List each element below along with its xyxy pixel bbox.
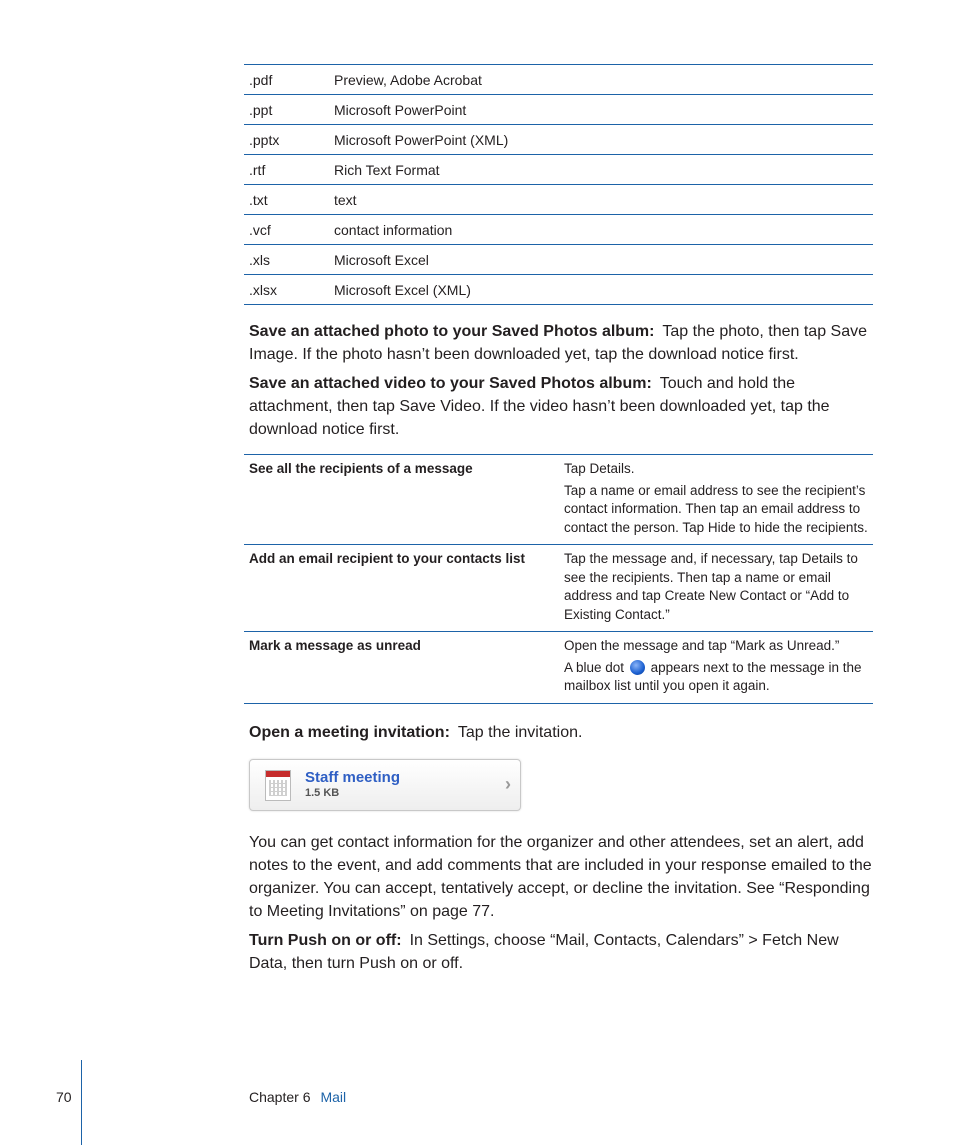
contact-info-paragraph: You can get contact information for the organizer and other attendees, set an alert, add notes to the event, and add comments that are included in your response emailed to the organizer. You can accept, tentatively accept, or decline the invitation. See “Responding to Meeting Invitations” on page 77. xyxy=(249,833,872,920)
file-extension: .rtf xyxy=(244,155,329,185)
file-extension: .ppt xyxy=(244,95,329,125)
instruction-text xyxy=(564,659,873,696)
task-name: Mark a message as unread xyxy=(244,632,559,704)
table-row xyxy=(244,455,873,545)
blue-dot-icon xyxy=(630,660,645,675)
save-photo-text: Tap the photo, then tap Save Image. If the photo hasn’t been downloaded yet, tap the download notice first. xyxy=(249,323,868,363)
chapter-name: Mail xyxy=(320,1089,347,1105)
save-video-lead: Save an attached video to your Saved Photos album: xyxy=(249,375,652,392)
file-application: Microsoft Excel xyxy=(329,245,873,275)
file-types-table xyxy=(244,64,873,305)
file-application: Preview, Adobe Acrobat xyxy=(329,65,873,95)
task-instructions xyxy=(559,632,873,704)
file-extension: .xlsx xyxy=(244,275,329,305)
table-row xyxy=(244,95,873,125)
calendar-icon xyxy=(265,770,291,801)
table-row xyxy=(244,65,873,95)
page-content xyxy=(244,64,873,975)
file-extension: .pptx xyxy=(244,125,329,155)
table-row xyxy=(244,155,873,185)
task-instructions xyxy=(559,455,873,545)
table-row xyxy=(244,275,873,305)
instruction-text-part: appears next to the message in the mailbox list until you open it again. xyxy=(564,659,862,693)
file-extension: .txt xyxy=(244,185,329,215)
push-lead: Turn Push on or off: xyxy=(249,931,402,949)
instruction-text-part: A blue dot xyxy=(564,659,625,675)
file-application: Rich Text Format xyxy=(329,155,873,185)
instruction-text: Open the message and tap “Mark as Unread.” xyxy=(564,638,840,653)
meeting-lead: Open a meeting invitation: xyxy=(249,723,450,741)
table-row xyxy=(244,215,873,245)
table-row xyxy=(244,545,873,632)
push-text: In Settings, choose “Mail, Contacts, Calendars” > Fetch New Data, then turn Push on or off. xyxy=(249,931,839,972)
tasks-table xyxy=(244,454,873,704)
meeting-paragraph xyxy=(244,721,873,744)
invitation-title: Staff meeting xyxy=(305,768,401,786)
invitation-size: 1.5 KB xyxy=(305,786,340,799)
save-video-text: Touch and hold the attachment, then tap Save Video. If the video hasn’t been downloaded yet, tap the download notice first. xyxy=(249,375,830,438)
table-row xyxy=(244,245,873,275)
save-video-paragraph xyxy=(244,372,873,441)
file-application: Microsoft Excel (XML) xyxy=(329,275,873,305)
file-application: Microsoft PowerPoint (XML) xyxy=(329,125,873,155)
file-application: Microsoft PowerPoint xyxy=(329,95,873,125)
meeting-text: Tap the invitation. xyxy=(457,723,583,741)
file-application: contact information xyxy=(329,215,873,245)
task-instructions xyxy=(559,545,873,632)
instruction-text: Tap a name or email address to see the recipient’s contact information. Then tap an email address to contact the person. Tap Hide to hide the recipients. xyxy=(564,482,868,535)
table-row xyxy=(244,185,873,215)
chevron-right-icon: › xyxy=(505,773,511,794)
task-name: See all the recipients of a message xyxy=(244,455,559,545)
instruction-text: Tap Details. xyxy=(564,461,635,476)
save-photo-lead: Save an attached photo to your Saved Photos album: xyxy=(249,323,655,340)
file-extension: .pdf xyxy=(244,65,329,95)
instruction-text: Tap the message and, if necessary, tap Details to see the recipients. Then tap a name or email address and tap Create New Contact or “Add to Existing Contact.” xyxy=(564,551,858,622)
file-application: text xyxy=(329,185,873,215)
footer-divider xyxy=(81,1060,82,1145)
table-row xyxy=(244,125,873,155)
push-paragraph xyxy=(244,929,873,975)
task-name: Add an email recipient to your contacts list xyxy=(244,545,559,632)
file-extension: .xls xyxy=(244,245,329,275)
page-number: 70 xyxy=(56,1089,72,1105)
table-row xyxy=(244,632,873,704)
chapter-label: Chapter 6 xyxy=(249,1089,311,1105)
chapter-footer xyxy=(249,1089,346,1105)
meeting-invitation-attachment[interactable] xyxy=(249,759,521,811)
save-photo-paragraph xyxy=(244,320,873,366)
file-extension: .vcf xyxy=(244,215,329,245)
